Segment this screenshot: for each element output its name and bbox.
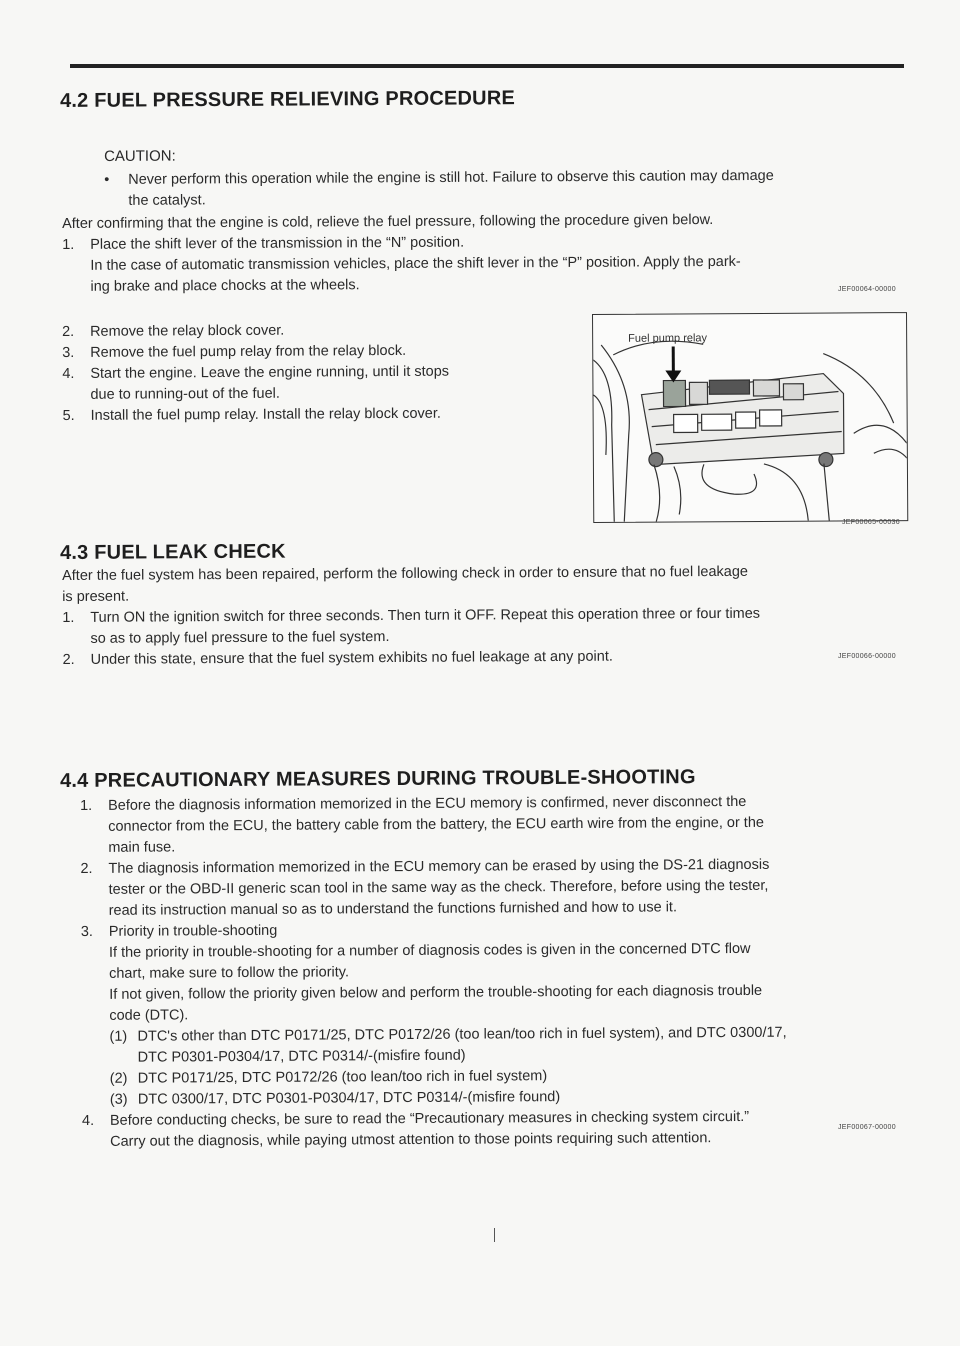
section-4-2-body [62, 209, 907, 298]
step-text: Remove the fuel pump relay from the relay block. [90, 342, 407, 361]
header-rule [70, 64, 904, 68]
item-text: read its instruction manual so as to understand the functions furnished and how to use it. [108, 899, 678, 919]
section-4-2 [60, 85, 910, 113]
step-text: Place the shift lever of the transmission in the “N” position. [90, 234, 465, 253]
step-text: In the case of automatic transmission vehicles, place the shift lever in the “P” position. Apply the park- [90, 253, 741, 274]
item-text: Carry out the diagnosis, while paying utmost attention to those points requiring such attention. [110, 1130, 712, 1150]
step-item [63, 645, 908, 671]
step-item [62, 230, 907, 298]
caution-box [104, 141, 904, 212]
arrow-icon [665, 346, 681, 382]
list-item [82, 1106, 912, 1153]
figure-label: Fuel pump relay [628, 332, 708, 345]
step-number: 3. [62, 344, 75, 361]
item-text: code (DTC). [109, 1007, 189, 1024]
item-text: Before the diagnosis information memorized in the ECU memory is confirmed, never disconnect the [108, 793, 747, 814]
item-text: connector from the ECU, the battery cable from the battery, the ECU earth wire from the engine, or the [108, 814, 764, 835]
step-text: Remove the relay block cover. [90, 322, 285, 340]
priority-text: DTC P0301-P0304/17, DTC P0314/-(misfire found) [137, 1047, 466, 1066]
step-text: Install the fuel pump relay. Install the relay block cover. [90, 405, 441, 424]
item-number: 4. [81, 1112, 95, 1129]
item-number: 2. [80, 860, 93, 877]
item-text: The diagnosis information memorized in the ECU memory can be erased by using the DS-21 diagnosis [108, 856, 770, 877]
item-text: tester or the OBD-II generic scan tool in the same way as the check. Therefore, before using the tester, [108, 877, 769, 898]
caution-text-line: Never perform this operation while the engine is still hot. Failure to observe this caution may damage [128, 167, 774, 188]
reference-code: JEF00067-00000 [838, 1124, 896, 1131]
priority-text: DTC P0171/25, DTC P0172/26 (too lean/too rich in fuel system) [137, 1068, 548, 1087]
caution-bullet [104, 165, 904, 212]
intro-text: After the fuel system has been repaired, perform the following check in order to ensure that no fuel leakage [62, 563, 749, 584]
bullet-icon: • [104, 171, 110, 188]
list-item [80, 791, 910, 859]
item-text: Priority in trouble-shooting [108, 922, 278, 940]
section-title: 4.3 FUEL LEAK CHECK [60, 540, 286, 564]
item-text: If not given, follow the priority given below and perform the trouble-shooting for each diagnosis trouble [109, 982, 763, 1003]
priority-number: (1) [109, 1028, 128, 1045]
fuel-pump-relay-figure [592, 312, 908, 523]
step-text: ing brake and place chocks at the wheels. [90, 277, 360, 295]
engine-bay-illustration [593, 313, 907, 522]
intro-text: After confirming that the engine is cold, relieve the fuel pressure, following the procedure given below. [62, 212, 714, 232]
item-text: main fuse. [108, 839, 176, 856]
item-number: 1. [80, 797, 93, 814]
priority-text: DTC's other than DTC P0171/25, DTC P0172/26 (too lean/too rich in fuel system), and DTC 0300/17, [137, 1024, 787, 1045]
caution-label: CAUTION: [104, 147, 176, 165]
section-title: 4.4 PRECAUTIONARY MEASURES DURING TROUBLE-SHOOTING [60, 766, 696, 792]
step-item [63, 403, 563, 427]
priority-text: DTC 0300/17, DTC P0301-P0304/17, DTC P0314/-(misfire found) [137, 1089, 561, 1108]
step-item [62, 319, 562, 343]
section-4-3-body [62, 561, 908, 671]
step-text: so as to apply fuel pressure to the fuel system. [90, 629, 390, 647]
section-4-4-body [80, 791, 912, 1153]
step-number: 1. [62, 236, 75, 253]
priority-number: (3) [109, 1091, 128, 1108]
list-item [81, 917, 912, 1111]
section-title: 4.2 FUEL PRESSURE RELIEVING PROCEDURE [60, 87, 516, 112]
reference-code: JEF00064-00000 [838, 286, 896, 293]
item-text: Before conducting checks, be sure to read the “Precautionary measures in checking system circuit.” [109, 1108, 750, 1129]
item-text: If the priority in trouble-shooting for a number of diagnosis codes is given in the concerned DTC flow [108, 940, 751, 961]
caution-text-line: the catalyst. [128, 192, 206, 209]
step-item [62, 603, 907, 650]
step-item [62, 361, 562, 406]
priority-item [109, 1022, 911, 1069]
figure-code: JEF00065-00036 [842, 519, 900, 526]
step-text: due to running-out of the fuel. [90, 385, 280, 403]
reference-code: JEF00066-00000 [838, 653, 896, 660]
step-number: 4. [62, 365, 75, 382]
step-number: 1. [62, 609, 75, 626]
step-item [62, 340, 562, 364]
priority-number: (2) [109, 1070, 128, 1087]
step-number: 5. [62, 407, 75, 424]
step-number: 2. [62, 651, 75, 668]
list-item [80, 854, 910, 922]
item-text: chart, make sure to follow the priority. [109, 964, 350, 982]
step-text: Turn ON the ignition switch for three seconds. Then turn it OFF. Repeat this operation three or four times [90, 605, 761, 626]
intro-text: is present. [62, 588, 130, 605]
step-number: 2. [62, 323, 75, 340]
section-4-4 [60, 765, 910, 793]
page-number-mark [494, 1228, 495, 1242]
step-text: Under this state, ensure that the fuel system exhibits no fuel leakage at any point. [90, 648, 613, 668]
step-text: Start the engine. Leave the engine running, until it stops [90, 363, 450, 382]
steps-2-5 [62, 319, 563, 427]
item-number: 3. [80, 923, 93, 940]
